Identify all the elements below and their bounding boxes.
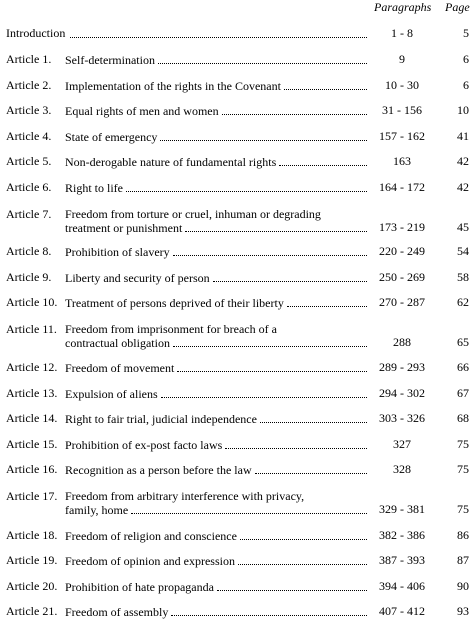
dot-leader <box>238 554 367 565</box>
article-title-line: Implementation of the rights in the Covenant <box>65 79 281 93</box>
dot-leader <box>279 155 367 166</box>
paragraph-range: 289 - 293 <box>379 360 425 374</box>
article-title-line: Liberty and security of person <box>65 271 210 285</box>
paragraph-range: 328 <box>393 462 411 476</box>
paragraph-range: 10 - 30 <box>385 78 419 92</box>
article-title <box>65 605 367 619</box>
dot-leader <box>284 79 367 90</box>
article-title <box>65 245 367 259</box>
article-title-line: Freedom of religion and conscience <box>65 529 237 543</box>
page-column-header: Page <box>445 0 470 14</box>
article-number: Article 2. <box>6 78 52 92</box>
article-title <box>65 296 367 310</box>
article-title <box>65 580 367 594</box>
dot-leader <box>70 27 367 38</box>
article-title-line: Freedom from arbitrary interference with privacy, <box>65 489 305 503</box>
article-number: Article 14. <box>6 411 58 425</box>
article-title-line: Recognition as a person before the law <box>65 463 252 477</box>
article-title <box>65 104 367 118</box>
article-title-line: Prohibition of ex-post facto laws <box>65 438 223 452</box>
page-number: 75 <box>457 437 469 451</box>
page-number: 6 <box>463 78 469 92</box>
article-number: Article 7. <box>6 207 52 221</box>
paragraph-range: 1 - 8 <box>391 26 413 40</box>
dot-leader <box>158 53 367 64</box>
paragraph-range: 164 - 172 <box>379 180 425 194</box>
dot-leader <box>222 104 367 115</box>
paragraphs-column-header: Paragraphs <box>374 0 432 14</box>
introduction-label: Introduction <box>6 26 66 40</box>
article-title <box>65 463 367 477</box>
article-title <box>65 361 367 375</box>
dot-leader <box>255 463 367 474</box>
article-number: Article 10. <box>6 295 58 309</box>
page-number: 58 <box>457 270 469 284</box>
paragraph-range: 157 - 162 <box>379 129 425 143</box>
article-title-line: Prohibition of slavery <box>65 245 170 259</box>
page-number: 41 <box>457 129 469 143</box>
article-title-line: Non-derogable nature of fundamental rights <box>65 155 277 169</box>
paragraph-range: 163 <box>393 154 411 168</box>
article-title-line: Treatment of persons deprived of their liberty <box>65 296 284 310</box>
article-title <box>65 529 367 543</box>
article-number: Article 20. <box>6 579 58 593</box>
article-number: Article 6. <box>6 180 52 194</box>
dot-leader <box>160 130 367 141</box>
article-number: Article 1. <box>6 52 52 66</box>
article-number: Article 18. <box>6 528 58 542</box>
article-title <box>65 387 367 401</box>
dot-leader <box>161 387 367 398</box>
article-number: Article 13. <box>6 386 58 400</box>
article-number: Article 3. <box>6 103 52 117</box>
paragraph-range: 382 - 386 <box>379 528 425 542</box>
article-title-line: State of emergency <box>65 130 158 144</box>
article-title-line: Equal rights of men and women <box>65 104 219 118</box>
article-number: Article 16. <box>6 462 58 476</box>
article-number: Article 17. <box>6 489 58 503</box>
dot-leader <box>173 336 367 347</box>
article-number: Article 4. <box>6 129 52 143</box>
article-number: Article 9. <box>6 270 52 284</box>
dot-leader <box>287 296 367 307</box>
page-number: 90 <box>457 579 469 593</box>
paragraph-range: 9 <box>399 52 405 66</box>
page-number: 6 <box>463 52 469 66</box>
page-number: 75 <box>457 462 469 476</box>
page-number: 42 <box>457 154 469 168</box>
paragraph-range: 220 - 249 <box>379 244 425 258</box>
article-title-line: Freedom from imprisonment for breach of a <box>65 322 277 336</box>
paragraph-range: 294 - 302 <box>379 386 425 400</box>
dot-leader <box>240 529 367 540</box>
page-number: 67 <box>457 386 469 400</box>
dot-leader <box>131 503 367 514</box>
article-title <box>65 412 367 426</box>
article-number: Article 21. <box>6 604 58 618</box>
page-number: 93 <box>457 604 469 618</box>
paragraph-range: 173 - 219 <box>379 220 425 234</box>
article-title-line: Right to fair trial, judicial independence <box>65 412 257 426</box>
page-number: 42 <box>457 180 469 194</box>
page-number: 45 <box>457 220 469 234</box>
dot-leader <box>173 245 367 256</box>
article-title-line: treatment or punishment <box>65 221 183 235</box>
dot-leader <box>171 605 367 616</box>
page-number: 62 <box>457 295 469 309</box>
paragraph-range: 303 - 326 <box>379 411 425 425</box>
paragraph-range: 329 - 381 <box>379 502 425 516</box>
page-number: 10 <box>457 103 469 117</box>
page-number: 66 <box>457 360 469 374</box>
article-number: Article 5. <box>6 154 52 168</box>
dot-leader <box>126 181 367 192</box>
article-title <box>65 554 367 568</box>
dot-leader <box>177 361 367 372</box>
paragraph-range: 394 - 406 <box>379 579 425 593</box>
article-title-line: Expulsion of aliens <box>65 387 158 401</box>
article-title <box>65 155 367 169</box>
page-number: 87 <box>457 553 469 567</box>
article-number: Article 15. <box>6 437 58 451</box>
article-title <box>65 323 367 350</box>
article-number: Article 19. <box>6 553 58 567</box>
dot-leader <box>185 221 367 232</box>
article-title-line: family, home <box>65 503 129 517</box>
page-number: 75 <box>457 502 469 516</box>
paragraph-range: 250 - 269 <box>379 270 425 284</box>
paragraph-range: 407 - 412 <box>379 604 425 618</box>
dot-leader <box>217 580 367 591</box>
article-title-line: Prohibition of hate propaganda <box>65 580 214 594</box>
paragraph-range: 270 - 287 <box>379 295 425 309</box>
article-title-line: Freedom of movement <box>65 361 175 375</box>
page-number: 5 <box>463 26 469 40</box>
article-title-line: Right to life <box>65 181 123 195</box>
article-title <box>65 130 367 144</box>
paragraph-range: 327 <box>393 437 411 451</box>
dot-leader <box>213 271 367 282</box>
article-number: Article 8. <box>6 244 52 258</box>
article-title-line: contractual obligation <box>65 336 170 350</box>
article-title <box>65 53 367 67</box>
article-number: Article 11. <box>6 322 57 336</box>
article-title <box>65 208 367 235</box>
article-number: Article 12. <box>6 360 58 374</box>
article-title-line: Self-determination <box>65 53 155 67</box>
paragraph-range: 31 - 156 <box>382 103 422 117</box>
page-number: 86 <box>457 528 469 542</box>
dot-leader <box>225 438 367 449</box>
paragraph-range: 288 <box>393 335 411 349</box>
article-title <box>65 271 367 285</box>
paragraph-range: 387 - 393 <box>379 553 425 567</box>
page-number: 54 <box>457 244 469 258</box>
page-number: 65 <box>457 335 469 349</box>
article-title-line: Freedom of opinion and expression <box>65 554 235 568</box>
article-title <box>65 438 367 452</box>
article-title <box>65 181 367 195</box>
article-title-line: Freedom of assembly <box>65 605 169 619</box>
article-title <box>65 490 367 517</box>
page-number: 68 <box>457 411 469 425</box>
article-title <box>65 79 367 93</box>
article-title-line: Freedom from torture or cruel, inhuman or degrading <box>65 207 321 221</box>
dot-leader <box>260 412 367 423</box>
